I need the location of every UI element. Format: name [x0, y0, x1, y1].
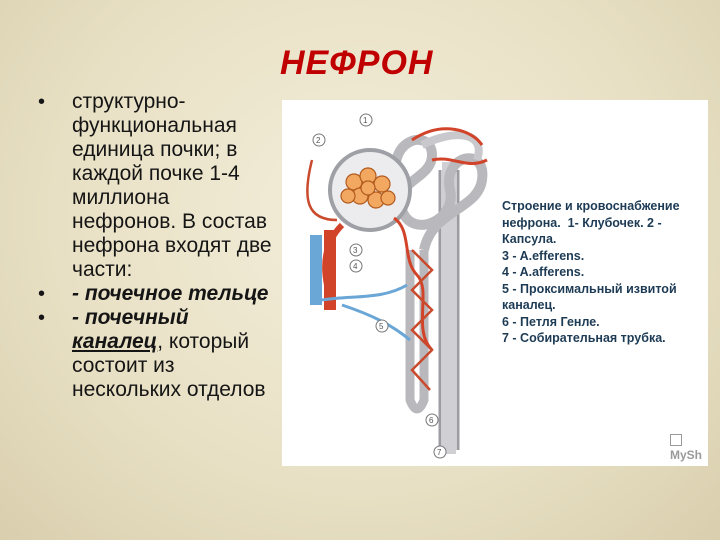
caption-line: нефрона. 1- Клубочек. 2 - [502, 215, 662, 230]
bullet-dot-icon: • [38, 283, 46, 305]
callout-4 [350, 260, 362, 272]
caption-line: Капсула. [502, 232, 557, 246]
callout-3 [350, 244, 362, 256]
svg-text:1: 1 [363, 116, 368, 125]
callout-1 [360, 114, 372, 126]
watermark [670, 434, 708, 462]
caption-line: 5 - Проксимальный извитой [502, 281, 677, 296]
bullet-renal-corpuscle [34, 282, 324, 306]
callout-5 [376, 320, 388, 332]
bullet-list [34, 90, 324, 402]
bullet-line: части: [72, 258, 133, 281]
callout-6 [426, 414, 438, 426]
bullet-line: - почечное тельце [72, 282, 269, 305]
bullet-definition [34, 90, 324, 282]
slide-title: НЕФРОН [280, 44, 434, 82]
arcuate-vein [310, 235, 322, 305]
svg-text:6: 6 [429, 416, 434, 425]
bullet-line: каждой почке 1-4 [72, 162, 240, 185]
svg-text:5: 5 [379, 322, 384, 331]
bullet-line: нефрона входят две [72, 234, 272, 257]
bullet-line: состоит из [72, 354, 175, 377]
caption-line: 7 - Собирательная трубка. [502, 331, 666, 345]
callout-2 [313, 134, 325, 146]
nephron-figure [282, 100, 708, 466]
bullet-dot-icon: • [38, 91, 46, 113]
watermark-text: MySh [670, 448, 703, 462]
bullet-line: единица почки; в [72, 138, 238, 161]
underlined-term: каналец [72, 330, 158, 353]
callout-7 [434, 446, 446, 458]
caption-line: Строение и кровоснабжение [502, 199, 680, 213]
bullet-line: - почечный [72, 306, 189, 329]
bullet-line: функциональная [72, 114, 237, 137]
svg-text:4: 4 [353, 262, 358, 271]
caption-line: 4 - A.afferens. [502, 265, 585, 279]
caption-line: 6 - Петля Генле. [502, 314, 600, 329]
bullet-renal-tubule [34, 306, 324, 402]
caption-line: каналец. [502, 298, 556, 312]
svg-text:3: 3 [353, 246, 358, 255]
caption-line: 3 - A.efferens. [502, 248, 585, 263]
svg-text:7: 7 [437, 448, 442, 457]
bullet-text: , который [157, 330, 250, 353]
bullet-line: миллиона [72, 186, 170, 209]
figure-caption [502, 198, 702, 347]
bullet-line: нескольких отделов [72, 378, 266, 401]
watermark-icon [670, 434, 682, 446]
svg-text:2: 2 [316, 136, 321, 145]
bullet-line: структурно- [72, 90, 186, 113]
bullet-line: нефронов. В состав [72, 210, 267, 233]
bullet-dot-icon: • [38, 307, 46, 329]
